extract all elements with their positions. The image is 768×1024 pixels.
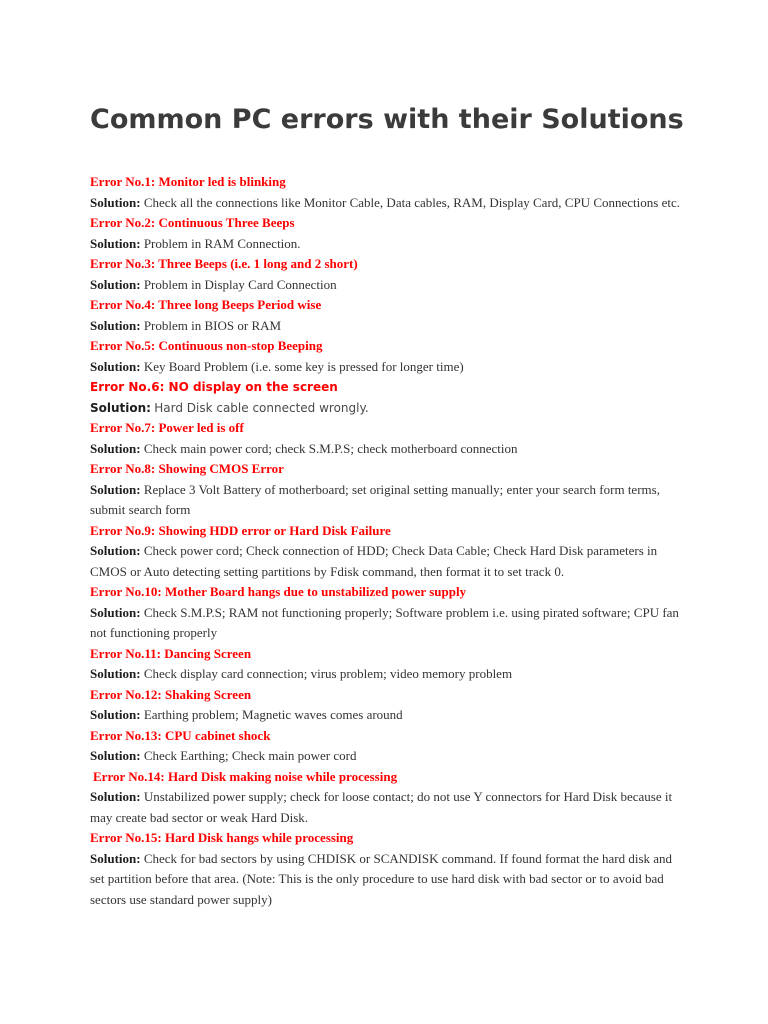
solution-text: Check Earthing; Check main power cord: [143, 748, 357, 763]
solution-label: Solution:: [90, 707, 141, 722]
error-entry: [90, 295, 680, 336]
solution-paragraph: [90, 603, 680, 644]
error-entry: [90, 582, 680, 644]
error-entry: [90, 459, 680, 521]
solution-text: Key Board Problem (i.e. some key is pressed for longer time): [143, 358, 464, 374]
error-entry: [90, 418, 680, 459]
solution-text: Check power cord; Check connection of HDD; Check Data Cable; Check Hard Disk parameters in CMOS or Auto detecting setting partitions by Fdisk command, then format it to set track 0.: [90, 543, 658, 579]
error-heading: Error No.10: Mother Board hangs due to unstabilized power supply: [90, 584, 467, 599]
solution-text: Check main power cord; check S.M.P.S; check motherboard connection: [143, 440, 518, 456]
solution-label: Solution:: [90, 666, 141, 681]
solution-text: Unstabilized power supply; check for loose contact; do not use Y connectors for Hard Disk because it may create bad sector or weak Hard Disk.: [90, 789, 673, 825]
solution-text: Replace 3 Volt Battery of motherboard; set original setting manually; enter your search form terms, submit search form: [90, 481, 660, 517]
solution-label: Solution:: [90, 481, 141, 497]
solution-label: Solution:: [90, 543, 141, 558]
solution-label: Solution:: [90, 317, 141, 333]
solution-text: Problem in BIOS or RAM: [143, 317, 282, 333]
error-entry: [90, 172, 680, 213]
error-entry: [90, 254, 680, 295]
error-heading: Error No.1: Monitor led is blinking: [90, 174, 286, 189]
solution-paragraph: [90, 746, 680, 767]
error-heading: Error No.4: Three long Beeps Period wise: [90, 297, 322, 312]
error-heading: Error No.6: NO display on the screen: [90, 380, 338, 394]
solution-paragraph: [90, 664, 680, 685]
solution-text: Check S.M.P.S; RAM not functioning properly; Software problem i.e. using pirated software; CPU fan not functioning properly: [90, 604, 679, 640]
solution-text: Hard Disk cable connected wrongly.: [154, 400, 369, 415]
error-heading: Error No.3: Three Beeps (i.e. 1 long and 2 short): [90, 256, 358, 271]
solution-label: Solution:: [90, 789, 141, 804]
error-entry: [90, 828, 680, 910]
error-heading: Error No.13: CPU cabinet shock: [90, 727, 271, 743]
solution-text: Check all the connections like Monitor Cable, Data cables, RAM, Display Card, CPU Connections etc.: [143, 194, 680, 210]
error-entry: [90, 521, 680, 583]
error-heading: Error No.7: Power led is off: [90, 420, 244, 435]
error-heading: Error No.2: Continuous Three Beeps: [90, 215, 295, 230]
error-entry: [90, 685, 680, 726]
solution-paragraph: [90, 705, 680, 726]
solution-label: Solution:: [90, 850, 141, 866]
error-solution-list: [90, 172, 680, 910]
solution-paragraph: [90, 849, 680, 911]
solution-label: Solution:: [90, 194, 141, 210]
error-entry: [90, 336, 680, 377]
error-heading: Error No.5: Continuous non-stop Beeping: [90, 338, 323, 353]
document-title: Common PC errors with their Solutions: [90, 104, 684, 135]
error-entry: [90, 377, 680, 418]
solution-paragraph: [90, 541, 680, 582]
error-heading: Error No.14: Hard Disk making noise while processing: [93, 768, 398, 784]
solution-paragraph: [90, 316, 680, 337]
error-heading: Error No.8: Showing CMOS Error: [90, 461, 284, 476]
document-page: [90, 0, 684, 907]
solution-paragraph: [90, 787, 680, 828]
solution-paragraph: [90, 480, 680, 521]
error-entry: [90, 726, 680, 767]
solution-label: Solution:: [90, 358, 141, 374]
error-heading: Error No.12: Shaking Screen: [90, 686, 252, 702]
solution-paragraph: [90, 398, 680, 419]
error-heading: Error No.15: Hard Disk hangs while processing: [90, 830, 354, 845]
solution-text: Check display card connection; virus problem; video memory problem: [143, 666, 513, 681]
solution-label: Solution:: [90, 276, 141, 292]
error-heading: Error No.11: Dancing Screen: [90, 645, 252, 661]
solution-text: Problem in RAM Connection.: [143, 235, 301, 251]
error-entry: [90, 644, 680, 685]
solution-label: Solution:: [90, 440, 141, 456]
solution-paragraph: [90, 275, 680, 296]
solution-label: Solution:: [90, 604, 141, 620]
solution-label: Solution:: [90, 235, 141, 251]
solution-text: Check for bad sectors by using CHDISK or SCANDISK command. If found format the hard disk and set partition before that area. (Note: This is the only procedure to use hard disk with bad sector or to avoid bad sectors use standard power supply): [90, 850, 673, 907]
error-entry: [90, 213, 680, 254]
solution-text: Earthing problem; Magnetic waves comes around: [143, 707, 403, 722]
solution-text: Problem in Display Card Connection: [143, 276, 337, 292]
error-heading: Error No.9: Showing HDD error or Hard Disk Failure: [90, 522, 391, 538]
solution-paragraph: [90, 439, 680, 460]
solution-label: Solution:: [90, 400, 151, 415]
solution-paragraph: [90, 357, 680, 378]
solution-label: Solution:: [90, 748, 141, 763]
solution-paragraph: [90, 234, 680, 255]
error-entry: [90, 767, 680, 829]
solution-paragraph: [90, 193, 680, 214]
